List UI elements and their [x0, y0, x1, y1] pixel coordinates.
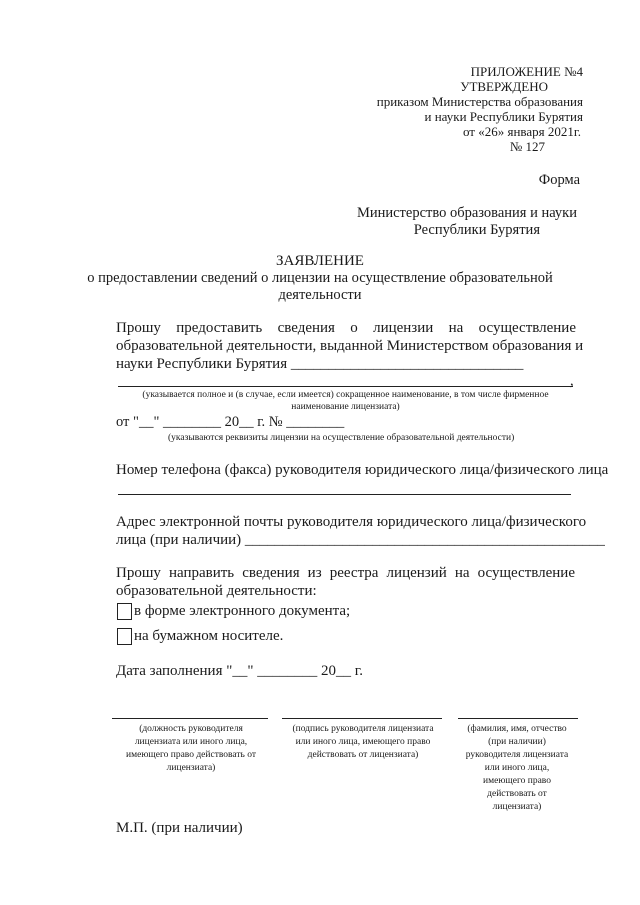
seal-label: М.П. (при наличии) [116, 820, 243, 836]
paper-option-label: на бумажном носителе. [134, 628, 284, 644]
order-line-1: приказом Министерства образования [376, 94, 583, 109]
name-caption [448, 723, 586, 814]
request-line-2: образовательной деятельности, выданной Министерством образования и [116, 338, 584, 354]
phone-field[interactable] [118, 494, 571, 495]
send-line-1: Прошу направить сведения из реестра лицензий на осуществление [116, 565, 575, 581]
request-line-1: Прошу предоставить сведения о лицензии на осуществление [116, 320, 576, 336]
order-line-2: и науки Республики Бурятия [424, 109, 583, 124]
caption-line: действовать от лицензиата) [307, 750, 419, 760]
position-caption [108, 723, 274, 775]
approved-label: УТВЕРЖДЕНО [460, 79, 548, 94]
order-date: от «26» января 2021г. [462, 124, 581, 139]
caption-line: руководителя лицензиата [465, 750, 569, 760]
signature-line[interactable] [282, 718, 442, 719]
licensee-name-field[interactable] [118, 386, 573, 387]
caption-line: (должность руководителя [139, 724, 243, 734]
electronic-option-checkbox[interactable] [117, 603, 132, 620]
license-details-field[interactable]: от "__" ________ 20__ г. № ________ [116, 414, 345, 430]
addressee-line-1: Министерство образования и науки [356, 205, 577, 221]
name-signature-line[interactable] [458, 718, 578, 719]
caption-line: (фамилия, имя, отчество [467, 724, 567, 734]
licensee-name-hint-2: наименование лицензиата) [291, 402, 400, 412]
addressee-line-2: Республики Бурятия [413, 222, 540, 238]
electronic-option-label: в форме электронного документа; [134, 603, 351, 619]
caption-line: имеющего право действовать от [126, 750, 256, 760]
license-details-hint: (указываются реквизиты лицензии на осуществление образовательной деятельности) [168, 433, 515, 443]
document-subtitle-2: деятельности [278, 287, 362, 303]
phone-label: Номер телефона (факса) руководителя юридического лица/физического лица [116, 462, 609, 478]
caption-line: лицензиата или иного лица, [134, 737, 248, 747]
email-label-line-1: Адрес электронной почты руководителя юридического лица/физического [116, 514, 587, 530]
position-signature-line[interactable] [112, 718, 268, 719]
caption-line: (при наличии) [488, 737, 546, 747]
caption-line: (подпись руководителя лицензиата [292, 724, 434, 734]
licensee-name-hint-1: (указывается полное и (в случае, если имеется) сокращенное наименование, в том числе фирменное [142, 390, 549, 400]
licensee-name-comma: , [570, 373, 574, 389]
document-title: ЗАЯВЛЕНИЕ [276, 253, 364, 269]
caption-line: действовать от [487, 789, 547, 799]
document-subtitle-1: о предоставлении сведений о лицензии на осуществление образовательной [87, 270, 553, 286]
form-label: Форма [538, 172, 580, 188]
signature-caption [278, 723, 448, 762]
email-field[interactable]: ________________________________________________ [244, 532, 605, 548]
caption-line: или иного лица, имеющего право [295, 737, 431, 747]
email-label-text: лица (при наличии) [116, 532, 242, 548]
caption-line: или иного лица, [484, 763, 550, 773]
request-line-3 [116, 356, 523, 373]
fill-date-field[interactable]: Дата заполнения "__" ________ 20__ г. [116, 663, 363, 679]
caption-line: лицензиата) [492, 802, 542, 812]
request-line-3-text: науки Республики Бурятия [116, 356, 288, 372]
email-label-line-2 [116, 532, 605, 549]
licensing-body-field[interactable]: _______________________________ [290, 356, 524, 372]
caption-line: имеющего право [483, 776, 551, 786]
caption-line: лицензиата) [166, 763, 216, 773]
order-number: № 127 [509, 139, 545, 154]
send-line-2: образовательной деятельности: [116, 583, 317, 599]
appendix-label: ПРИЛОЖЕНИЕ №4 [470, 64, 583, 79]
paper-option-checkbox[interactable] [117, 628, 132, 645]
